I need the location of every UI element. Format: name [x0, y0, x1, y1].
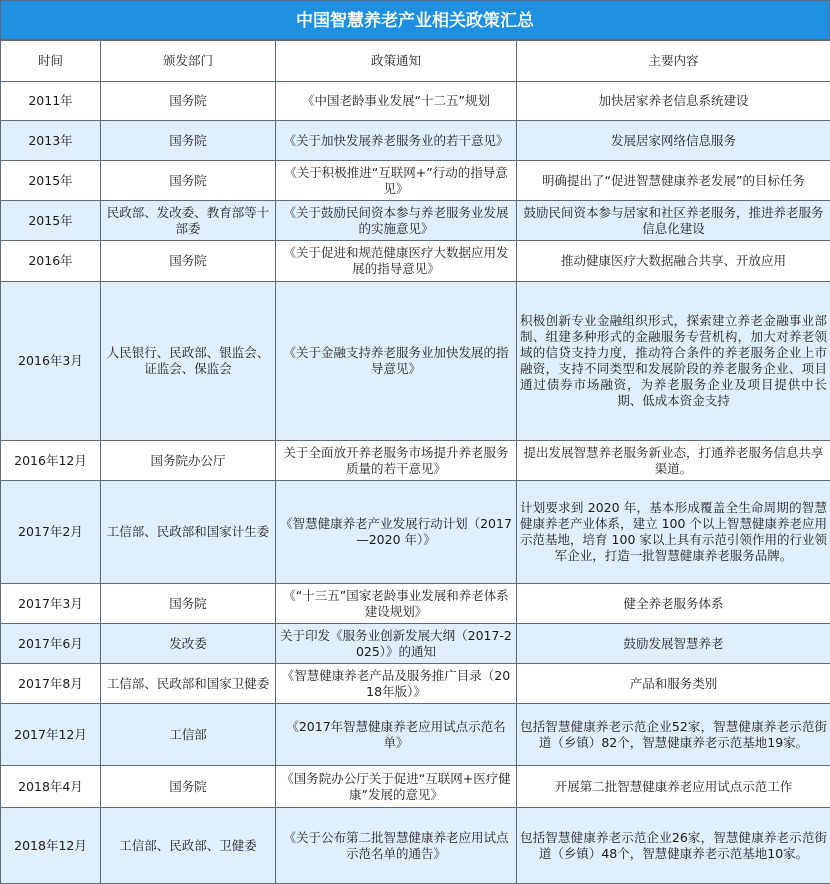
- cell-time: 2015年: [1, 201, 101, 241]
- cell-time: 2011年: [1, 82, 101, 121]
- table-row: [1, 481, 830, 584]
- table-row: [1, 624, 830, 664]
- cell-dept: 工信部、民政部、卫健委: [101, 808, 276, 884]
- cell-policy: 关于印发《服务业创新发展大纲（2017-2025）》的通知: [276, 624, 517, 664]
- cell-policy: 关于全面放开养老服务市场提升养老服务质量的若干意见》: [276, 441, 517, 481]
- cell-policy: 《关于促进和规范健康医疗大数据应用发展的指导意见》: [276, 241, 517, 282]
- header-row: [1, 41, 830, 82]
- table-row: [1, 201, 830, 241]
- cell-content: 鼓励民间资本参与居家和社区养老服务，推进养老服务信息化建设: [517, 201, 830, 241]
- cell-time: 2015年: [1, 161, 101, 201]
- cell-content: 计划要求到 2020 年，基本形成覆盖全生命周期的智慧健康养老产业体系，建立 100 个以上智慧健康养老应用示范基地，培育 100 家以上具有示范引领作用的行业领军企业，打造一批智慧健康养老服务品牌。: [517, 481, 830, 584]
- cell-policy: 《智慧健康养老产品及服务推广目录（2018年版）》: [276, 664, 517, 704]
- cell-content: 明确提出了“促进智慧健康养老发展”的目标任务: [517, 161, 830, 201]
- cell-policy: 《中国老龄事业发展“十二五”规划: [276, 82, 517, 121]
- cell-dept: 发改委: [101, 624, 276, 664]
- cell-policy: 《关于加快发展养老服务业的若干意见》: [276, 121, 517, 161]
- cell-dept: 国务院办公厅: [101, 441, 276, 481]
- cell-policy: 《关于鼓励民间资本参与养老服务业发展的实施意见》: [276, 201, 517, 241]
- cell-content: 发展居家网络信息服务: [517, 121, 830, 161]
- cell-dept: 国务院: [101, 241, 276, 282]
- cell-time: 2017年2月: [1, 481, 101, 584]
- cell-policy: 《关于公布第二批智慧健康养老应用试点示范名单的通告》: [276, 808, 517, 884]
- cell-dept: 民政部、发改委、教育部等十部委: [101, 201, 276, 241]
- policy-table: [0, 40, 830, 884]
- cell-policy: 《2017年智慧健康养老应用试点示范名单》: [276, 704, 517, 766]
- table-row: [1, 766, 830, 808]
- table-row: [1, 82, 830, 121]
- cell-dept: 国务院: [101, 766, 276, 808]
- cell-content: 提出发展智慧养老服务新业态，打通养老服务信息共享渠道。: [517, 441, 830, 481]
- table-body: [1, 82, 830, 884]
- table-row: [1, 121, 830, 161]
- table-row: [1, 808, 830, 884]
- table-row: [1, 664, 830, 704]
- cell-content: 推动健康医疗大数据融合共享、开放应用: [517, 241, 830, 282]
- cell-time: 2013年: [1, 121, 101, 161]
- table-row: [1, 441, 830, 481]
- cell-content: 加快居家养老信息系统建设: [517, 82, 830, 121]
- header-dept: 颁发部门: [101, 41, 276, 82]
- table-row: [1, 584, 830, 624]
- cell-time: 2017年12月: [1, 704, 101, 766]
- cell-content: 开展第二批智慧健康养老应用试点示范工作: [517, 766, 830, 808]
- cell-dept: 人民银行、民政部、银监会、证监会、保监会: [101, 282, 276, 441]
- cell-time: 2016年: [1, 241, 101, 282]
- table-row: [1, 161, 830, 201]
- cell-policy: 《关于金融支持养老服务业加快发展的指导意见》: [276, 282, 517, 441]
- cell-content: 产品和服务类别: [517, 664, 830, 704]
- cell-dept: 国务院: [101, 584, 276, 624]
- cell-dept: 工信部: [101, 704, 276, 766]
- cell-dept: 国务院: [101, 161, 276, 201]
- cell-content: 包括智慧健康养老示范企业26家，智慧健康养老示范街道（乡镇）48个，智慧健康养老示范基地10家。: [517, 808, 830, 884]
- cell-policy: 《“十三五”国家老龄事业发展和养老体系建设规划》: [276, 584, 517, 624]
- cell-dept: 工信部、民政部和国家计生委: [101, 481, 276, 584]
- cell-dept: 国务院: [101, 121, 276, 161]
- cell-content: 健全养老服务体系: [517, 584, 830, 624]
- header-content: 主要内容: [517, 41, 830, 82]
- header-time: 时间: [1, 41, 101, 82]
- cell-time: 2018年4月: [1, 766, 101, 808]
- cell-content: 包括智慧健康养老示范企业52家，智慧健康养老示范街道（乡镇）82个，智慧健康养老示范基地19家。: [517, 704, 830, 766]
- table-row: [1, 704, 830, 766]
- table-row: [1, 282, 830, 441]
- table-title: 中国智慧养老产业相关政策汇总: [0, 0, 830, 40]
- cell-time: 2017年6月: [1, 624, 101, 664]
- cell-time: 2018年12月: [1, 808, 101, 884]
- cell-content: 积极创新专业金融组织形式，探索建立养老金融事业部制、组建多种形式的金融服务专营机构，加大对养老领域的信贷支持力度，推动符合条件的养老服务企业上市融资，支持不同类型和发展阶段的养老服务企业、项目通过债券市场融资，为养老服务企业及项目提供中长期、低成本资金支持: [517, 282, 830, 441]
- cell-time: 2016年12月: [1, 441, 101, 481]
- cell-dept: 国务院: [101, 82, 276, 121]
- cell-time: 2017年3月: [1, 584, 101, 624]
- cell-time: 2016年3月: [1, 282, 101, 441]
- cell-policy: 《国务院办公厅关于促进“互联网+医疗健康”发展的意见》: [276, 766, 517, 808]
- cell-content: 鼓励发展智慧养老: [517, 624, 830, 664]
- cell-policy: 《关于积极推进“互联网+”行动的指导意见》: [276, 161, 517, 201]
- cell-policy: 《智慧健康养老产业发展行动计划（2017—2020 年）》: [276, 481, 517, 584]
- cell-time: 2017年8月: [1, 664, 101, 704]
- cell-dept: 工信部、民政部和国家卫健委: [101, 664, 276, 704]
- header-policy: 政策通知: [276, 41, 517, 82]
- table-row: [1, 241, 830, 282]
